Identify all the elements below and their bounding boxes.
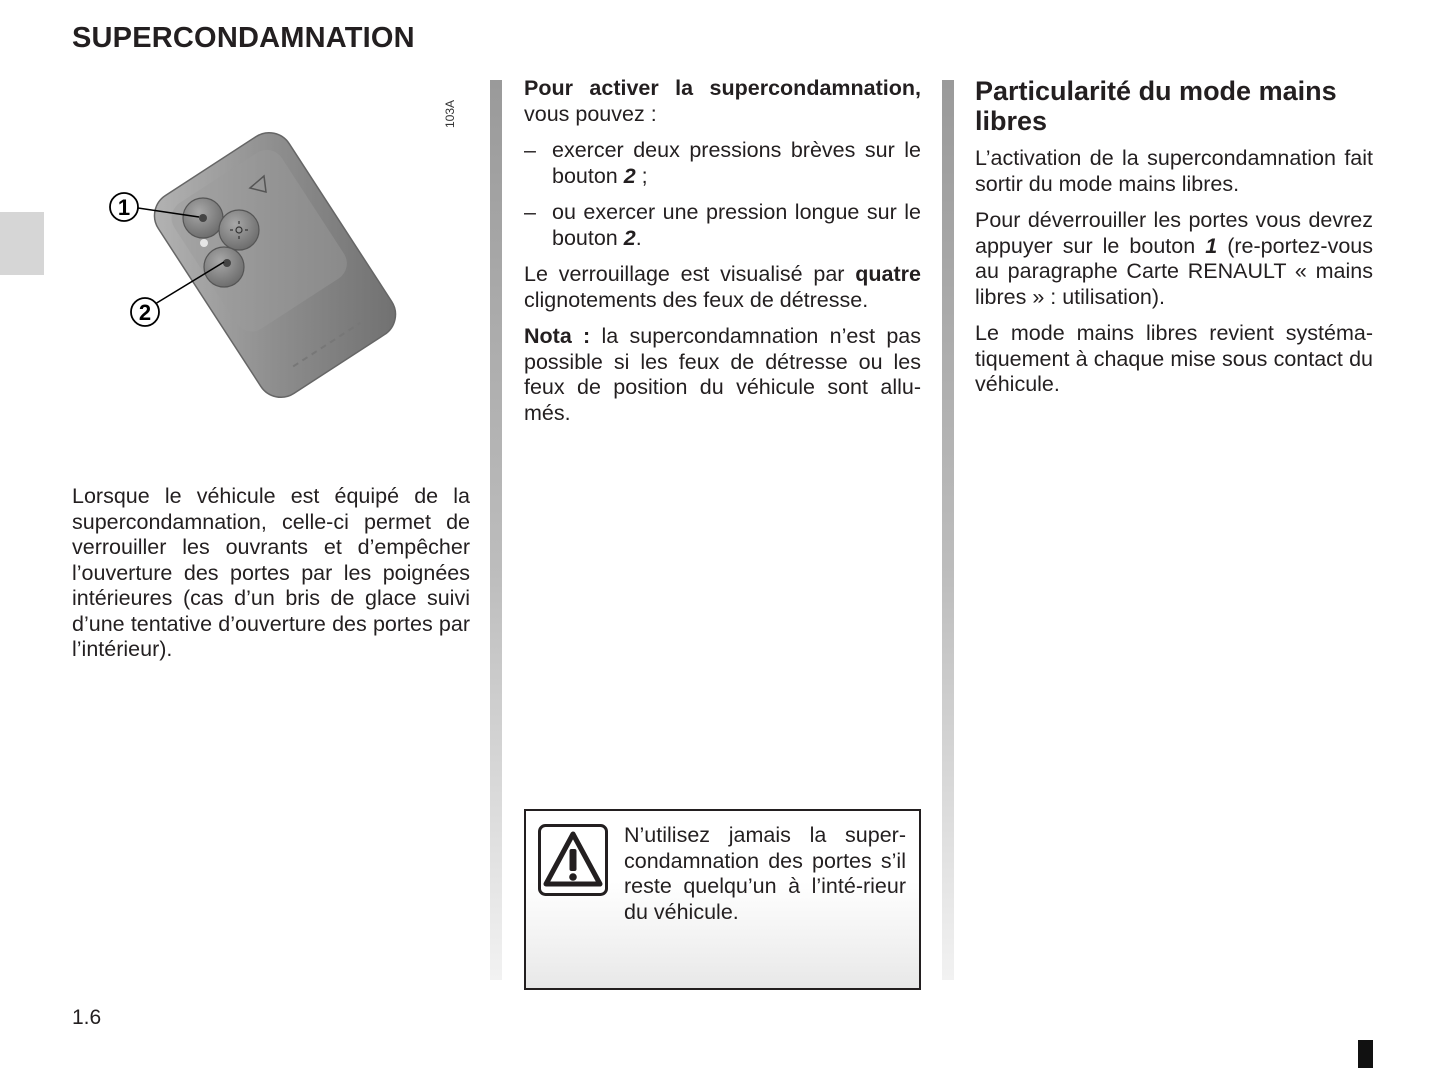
list-dash: – — [524, 200, 536, 224]
column-divider-left — [490, 80, 502, 980]
hands-free-paragraph-1: L’activation de la supercondamnation fait sortir du mode mains libres. — [975, 146, 1373, 196]
section-tab-marker — [0, 212, 44, 275]
intro-paragraph: Lorsque le véhicule est équipé de la supercondamnation, celle-ci permet de verrouiller les ouvrants et d’empêcher l’ouverture des portes par les poignées intérieures (cas d’un bris de glace suivi d’une tentative d’ouverture des portes par l’intérieur). — [72, 484, 470, 661]
button-ref-1: 1 — [1205, 233, 1218, 258]
callout-1: 1 — [117, 195, 131, 220]
activation-intro-rest: vous pouvez : — [524, 101, 657, 126]
hands-free-heading: Particularité du mode mains libres — [975, 76, 1337, 136]
list-item-suffix: . — [635, 225, 642, 250]
key-card-illustration — [100, 80, 470, 400]
button-ref-2: 2 — [623, 225, 636, 250]
page-number: 1.6 — [72, 1006, 102, 1029]
list-item-suffix: ; — [635, 163, 648, 188]
key-button-light — [219, 210, 259, 250]
warning-triangle-icon — [538, 824, 608, 896]
nota-label: Nota : — [524, 324, 591, 348]
list-item-text: exercer deux pressions brèves sur le bouton — [552, 138, 921, 188]
column-divider-right — [942, 80, 954, 980]
warning-box — [524, 809, 921, 990]
list-item — [524, 138, 921, 189]
activation-intro-bold: Pour activer la supercondamnation, — [524, 76, 921, 100]
activation-intro — [524, 76, 921, 127]
locking-paragraph — [524, 262, 921, 313]
page-title: SUPERCONDAMNATION — [72, 22, 415, 54]
locking-text-end: clignotements des feux de détresse. — [524, 287, 869, 312]
key-card-body — [145, 124, 404, 400]
hands-free-column — [975, 76, 1373, 409]
key-button-2 — [204, 247, 244, 287]
locking-text: Le verrouillage est visualisé par — [524, 262, 856, 286]
intro-text-block — [72, 484, 470, 674]
activation-column — [524, 76, 921, 437]
unlock-text: Pour déverrouiller les portes vous devrez appuyer sur le bouton — [975, 208, 1373, 258]
button-ref-2: 2 — [623, 163, 636, 188]
list-item — [524, 200, 921, 251]
corner-mark — [1358, 1040, 1373, 1068]
unlock-text-end: (re-portez-vous au paragraphe Carte RENAULT « mains libres » : utilisation). — [975, 233, 1373, 309]
locking-count: quatre — [855, 262, 921, 286]
figure-code: 103A — [443, 99, 457, 128]
list-item-text: ou exercer une pression longue sur le bouton — [552, 200, 921, 250]
hands-free-paragraph-2 — [975, 208, 1373, 310]
nota-paragraph — [524, 324, 921, 426]
callout-2: 2 — [138, 300, 152, 325]
warning-text: N’utilisez jamais la super-condamnation des portes s’il reste quelqu’un à l’inté-rieur du véhicule. — [624, 823, 906, 924]
list-dash: – — [524, 138, 536, 162]
hands-free-paragraph-3: Le mode mains libres revient systéma-tiquement à chaque mise sous contact du véhicule. — [975, 321, 1373, 396]
nota-text: la supercondamnation n’est pas possible si les feux de détresse ou les feux de position du véhicule sont allu-més. — [524, 324, 921, 425]
